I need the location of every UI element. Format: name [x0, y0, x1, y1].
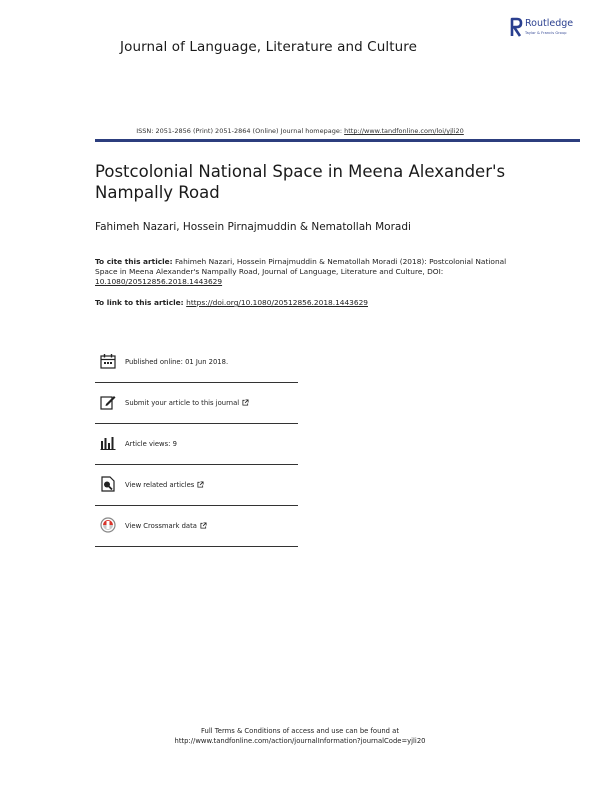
crossmark-label: View Crossmark data: [125, 522, 197, 530]
article-doi-url[interactable]: https://doi.org/10.1080/20512856.2018.1443629: [186, 298, 368, 307]
published-date: Published online: 01 Jun 2018.: [125, 358, 229, 366]
citation-label: To cite this article:: [95, 257, 173, 266]
external-link-icon: [197, 481, 204, 488]
external-link-icon: [200, 522, 207, 529]
issn-line: [0, 127, 600, 135]
bar-chart-icon: [100, 435, 116, 451]
citation-block: [95, 257, 515, 288]
terms-url[interactable]: http://www.tandfonline.com/action/journalInformation?journalCode=yjli20: [174, 737, 426, 745]
article-views: Article views: 9: [125, 440, 177, 448]
related-row[interactable]: [95, 464, 298, 506]
terms-line: Full Terms & Conditions of access and use can be found at: [201, 727, 399, 735]
terms-footer: [0, 726, 600, 746]
views-row: [95, 423, 298, 465]
edit-icon: [100, 394, 116, 410]
publisher-logo: [510, 16, 590, 42]
logo-tagline: Taylor & Francis Group: [525, 31, 567, 35]
routledge-r-icon: [510, 16, 523, 38]
related-articles-icon: [100, 476, 116, 492]
logo-name: Routledge: [525, 18, 574, 29]
related-articles-label: View related articles: [125, 481, 195, 489]
crossmark-link[interactable]: [125, 522, 207, 530]
citation-text: Fahimeh Nazari, Hossein Pirnajmuddin & Nematollah Moradi (2018): Postcolonial National Space in Meena Alexander's Nampally Road, Journal of Language, Literature and Culture, DOI:: [95, 257, 507, 277]
crossmark-row[interactable]: [95, 505, 298, 547]
related-articles-link[interactable]: [125, 481, 204, 489]
journal-title: Journal of Language, Literature and Culture: [120, 39, 418, 55]
article-title: Postcolonial National Space in Meena Alexander's Nampally Road: [95, 162, 506, 202]
doi-link[interactable]: 10.1080/20512856.2018.1443629: [95, 277, 223, 287]
crossmark-icon: [100, 517, 116, 533]
article-authors: Fahimeh Nazari, Hossein Pirnajmuddin & Nematollah Moradi: [95, 221, 411, 233]
external-link-icon: [242, 399, 249, 406]
header-rule: [95, 139, 580, 142]
submit-article-link[interactable]: [125, 399, 249, 407]
journal-homepage-link[interactable]: http://www.tandfonline.com/loi/yjli20: [344, 127, 464, 135]
calendar-icon: [100, 353, 116, 369]
published-row: [95, 341, 298, 383]
link-label: To link to this article:: [95, 298, 187, 307]
article-link-line: [95, 298, 368, 307]
issn-text: ISSN: 2051-2856 (Print) 2051-2864 (Online) Journal homepage:: [136, 127, 345, 135]
submit-article-label: Submit your article to this journal: [125, 399, 240, 407]
submit-row[interactable]: [95, 382, 298, 424]
